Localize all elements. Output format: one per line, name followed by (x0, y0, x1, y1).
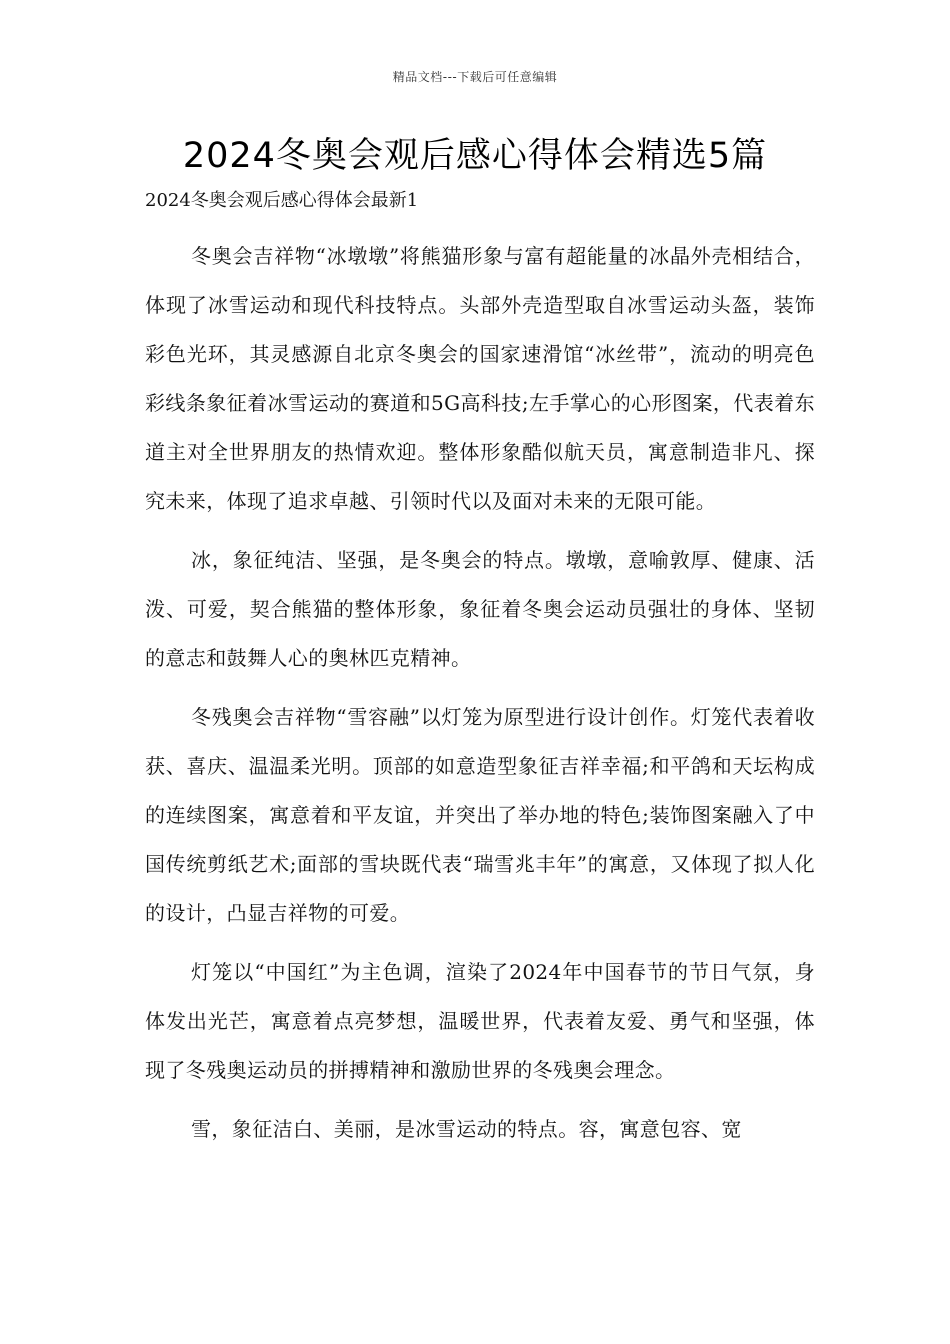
paragraph: 冬奥会吉祥物“冰墩墩”将熊猫形象与富有超能量的冰晶外壳相结合，体现了冰雪运动和现代科技特点。头部外壳造型取自冰雪运动头盔，装饰彩色光环，其灵感源自北京冬奥会的国家速滑馆“冰丝带”，流动的明亮色彩线条象征着冰雪运动的赛道和5G高科技;左手掌心的心形图案，代表着东道主对全世界朋友的热情欢迎。整体形象酷似航天员，寓意制造非凡、探究未来，体现了追求卓越、引领时代以及面对未来的无限可能。 (145, 244, 815, 513)
section-subtitle: 2024冬奥会观后感心得体会最新1 (145, 190, 419, 211)
document-body (145, 232, 815, 1164)
paragraph: 雪，象征洁白、美丽，是冰雪运动的特点。容，寓意包容、宽 (191, 1117, 742, 1141)
paragraph: 冰，象征纯洁、坚强，是冬奥会的特点。墩墩，意喻敦厚、健康、活泼、可爱，契合熊猫的整体形象，象征着冬奥会运动员强壮的身体、坚韧的意志和鼓舞人心的奥林匹克精神。 (145, 548, 815, 670)
paragraph: 灯笼以“中国红”为主色调，渲染了2024年中国春节的节日气氛，身体发出光芒，寓意着点亮梦想，温暖世界，代表着友爱、勇气和坚强，体现了冬残奥运动员的拼搏精神和激励世界的冬残奥会理念。 (145, 960, 815, 1082)
paragraph: 冬残奥会吉祥物“雪容融”以灯笼为原型进行设计创作。灯笼代表着收获、喜庆、温温柔光明。顶部的如意造型象征吉祥幸福;和平鸽和天坛构成的连续图案，寓意着和平友谊，并突出了举办地的特色;装饰图案融入了中国传统剪纸艺术;面部的雪块既代表“瑞雪兆丰年”的寓意，又体现了拟人化的设计，凸显吉祥物的可爱。 (145, 705, 815, 925)
document-title: 2024冬奥会观后感心得体会精选5篇 (182, 136, 768, 176)
header-note: 精品文档---下载后可任意编辑 (392, 70, 558, 84)
